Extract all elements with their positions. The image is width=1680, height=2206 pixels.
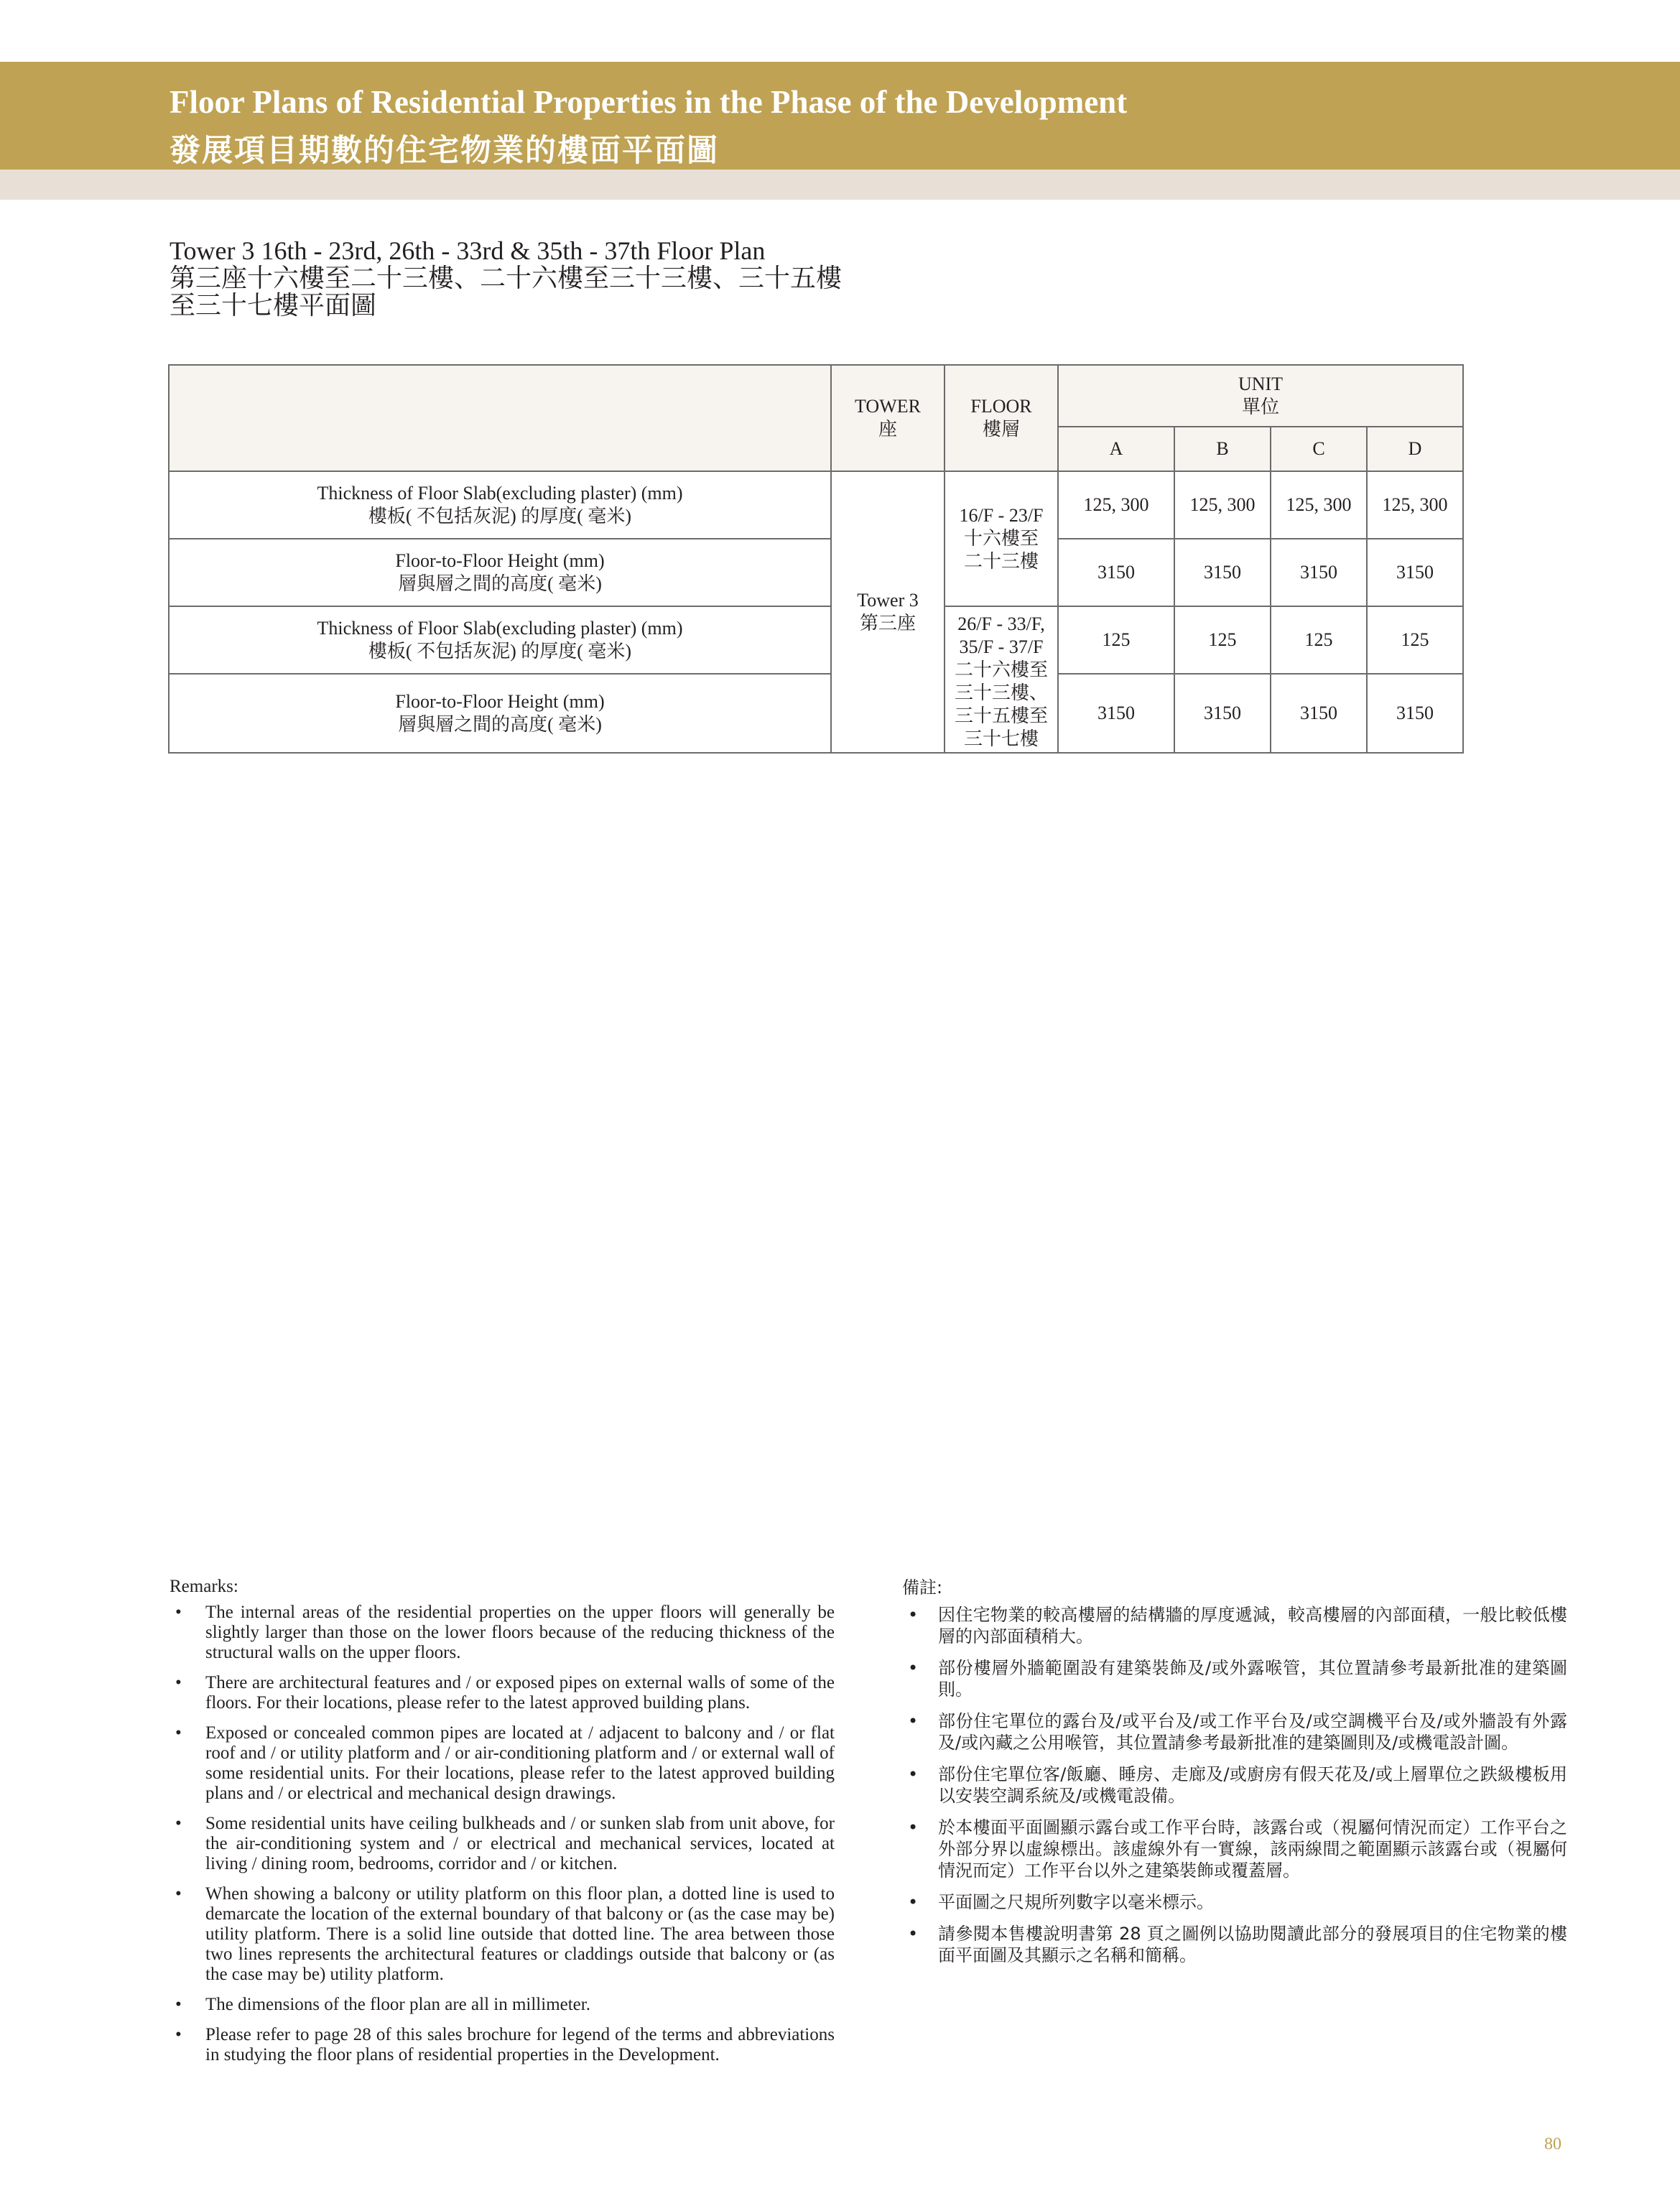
bullet-icon: • xyxy=(175,1673,182,1692)
bullet-icon: • xyxy=(908,1924,919,1944)
list-item xyxy=(902,1817,1567,1881)
bullet-icon: • xyxy=(908,1658,919,1678)
bullet-icon: • xyxy=(908,1605,919,1625)
header-banner-strip xyxy=(0,170,1680,200)
table-row xyxy=(169,606,1463,674)
tower-header-en: TOWER xyxy=(855,396,921,417)
table-cell-a: 125, 300 xyxy=(1058,471,1174,539)
list-item xyxy=(902,1891,1567,1913)
remark-text: 部份樓層外牆範圍設有建築裝飾及/或外露喉管，其位置請參考最新批准的建築圖則。 xyxy=(938,1658,1567,1700)
tower-value-cell xyxy=(831,471,945,753)
table-cell-d: 125, 300 xyxy=(1367,471,1463,539)
bullet-icon: • xyxy=(908,1817,919,1837)
row-label xyxy=(169,471,831,539)
floor-group-1-line: 16/F - 23/F xyxy=(959,505,1044,526)
table-cell-b: 125 xyxy=(1174,606,1271,674)
table-row xyxy=(169,471,1463,539)
list-item xyxy=(902,1604,1567,1647)
list-item xyxy=(902,1764,1567,1807)
remark-text: Some residential units have ceiling bulkheads and / or sunken slab from unit above, for the air-conditioning system and / or electrical and mechanical services, located at living / dining room, bedrooms, corridor and / or kitchen. xyxy=(205,1814,835,1873)
floor-group-2-line: 二十六樓至 xyxy=(954,659,1048,680)
unit-header-en: UNIT xyxy=(1238,374,1284,394)
table-cell-d: 125 xyxy=(1367,606,1463,674)
unit-header-d: D xyxy=(1367,427,1463,471)
table-cell-a: 125 xyxy=(1058,606,1174,674)
table-cell-c: 125, 300 xyxy=(1271,471,1367,539)
table-row xyxy=(169,674,1463,753)
bullet-icon: • xyxy=(908,1892,919,1912)
table-cell-b: 3150 xyxy=(1174,674,1271,753)
floor-group-2-line: 35/F - 37/F xyxy=(959,636,1044,657)
list-item xyxy=(170,1673,835,1713)
table-cell-c: 125 xyxy=(1271,606,1367,674)
floor-plan-title-zh-line1: 第三座十六樓至二十三樓、二十六樓至三十三樓、三十五樓 xyxy=(170,264,843,292)
list-item xyxy=(170,2025,835,2065)
floor-plan-title-en: Tower 3 16th - 23rd, 26th - 33rd & 35th - 37th Floor Plan xyxy=(170,236,766,265)
floor-group-2-line: 三十五樓至 xyxy=(954,705,1048,726)
unit-header xyxy=(1058,365,1463,427)
table-cell-c: 3150 xyxy=(1271,539,1367,606)
page-title-zh: 發展項目期數的住宅物業的樓面平面圖 xyxy=(170,134,719,168)
bullet-icon: • xyxy=(175,1723,182,1743)
bullet-icon: • xyxy=(175,1995,182,2014)
remark-text: Please refer to page 28 of this sales brochure for legend of the terms and abbreviations in studying the floor plans of residential properties in the Development. xyxy=(205,2025,835,2064)
remarks-heading-zh: 備註: xyxy=(902,1577,943,1598)
remark-text: 於本樓面平面圖顯示露台或工作平台時，該露台或（視屬何情況而定）工作平台之外部分界以虛線標出。該虛線外有一實線，該兩線間之範圍顯示該露台或（視屬何情況而定）工作平台以外之建築裝飾或覆蓋層。 xyxy=(938,1817,1567,1881)
bullet-icon: • xyxy=(175,1814,182,1833)
remarks-en xyxy=(170,1577,835,2075)
remark-text: 請參閱本售樓說明書第 28 頁之圖例以協助閱讀此部分的發展項目的住宅物業的樓面平面圖及其顯示之名稱和簡稱。 xyxy=(938,1924,1567,1965)
list-item xyxy=(170,1814,835,1874)
table-cell-a: 3150 xyxy=(1058,674,1174,753)
remark-text: Exposed or concealed common pipes are located at / adjacent to balcony and / or flat roof and / or utility platform and / or air-conditioning platform and / or external wall of some residential units. For their locations, please refer to the latest approved building plans and / or electrical and mechanical design drawings. xyxy=(205,1723,835,1803)
table-cell-a: 3150 xyxy=(1058,539,1174,606)
list-item xyxy=(902,1710,1567,1753)
remark-text: There are architectural features and / or exposed pipes on external walls of some of the floors. For their locations, please refer to the latest approved building plans. xyxy=(205,1673,835,1713)
floor-plan-title-zh-line2: 至三十七樓平面圖 xyxy=(170,291,377,320)
unit-header-c: C xyxy=(1271,427,1367,471)
remarks-heading-en: Remarks: xyxy=(170,1577,238,1596)
table-cell-b: 3150 xyxy=(1174,539,1271,606)
floor-group-2 xyxy=(945,606,1058,753)
floor-group-1-line: 二十三樓 xyxy=(963,551,1039,572)
unit-header-zh: 單位 xyxy=(1241,397,1279,417)
tower-value-en: Tower 3 xyxy=(857,590,919,611)
row-label-zh: 層與層之間的高度( 毫米) xyxy=(398,714,602,735)
row-label-en: Floor-to-Floor Height (mm) xyxy=(395,691,605,712)
unit-header-a: A xyxy=(1058,427,1174,471)
bullet-icon: • xyxy=(908,1711,919,1731)
page-title-en: Floor Plans of Residential Properties in the Phase of the Development xyxy=(170,84,1128,120)
unit-header-b: B xyxy=(1174,427,1271,471)
floor-group-2-line: 三十三樓、 xyxy=(954,682,1048,703)
list-item xyxy=(170,1995,835,2015)
remarks-zh xyxy=(902,1577,1567,1976)
tower-header-zh: 座 xyxy=(878,419,897,440)
remark-text: 平面圖之尺規所列數字以毫米標示。 xyxy=(938,1892,1214,1912)
remark-text: The internal areas of the residential properties on the upper floors will generally be slightly larger than those on the lower floors because of the reducing thickness of the structural walls on the upper floors. xyxy=(205,1603,835,1662)
remark-text: 部份住宅單位客/飯廳、睡房、走廊及/或廚房有假天花及/或上層單位之跌級樓板用以安裝空調系統及/或機電設備。 xyxy=(938,1764,1567,1806)
table-cell-b: 125, 300 xyxy=(1174,471,1271,539)
table-corner-cell xyxy=(169,365,831,471)
list-item xyxy=(902,1657,1567,1700)
row-label-en: Thickness of Floor Slab(excluding plaster) (mm) xyxy=(317,483,683,504)
row-label-zh: 樓板( 不包括灰泥) 的厚度( 毫米) xyxy=(368,641,632,662)
remark-text: 部份住宅單位的露台及/或平台及/或工作平台及/或空調機平台及/或外牆設有外露及/或內藏之公用喉管，其位置請參考最新批准的建築圖則及/或機電設計圖。 xyxy=(938,1711,1567,1753)
remarks-list-en xyxy=(170,1603,835,2065)
table-row xyxy=(169,539,1463,606)
bullet-icon: • xyxy=(175,1884,182,1904)
row-label xyxy=(169,674,831,753)
row-label-zh: 層與層之間的高度( 毫米) xyxy=(398,573,602,594)
table-cell-d: 3150 xyxy=(1367,539,1463,606)
bullet-icon: • xyxy=(175,2025,182,2044)
table-cell-d: 3150 xyxy=(1367,674,1463,753)
row-label xyxy=(169,606,831,674)
remark-text: The dimensions of the floor plan are all in millimeter. xyxy=(205,1995,590,2014)
row-label-zh: 樓板( 不包括灰泥) 的厚度( 毫米) xyxy=(368,506,632,527)
floor-plan-title xyxy=(170,237,1175,319)
remark-text: When showing a balcony or utility platform on this floor plan, a dotted line is used to demarcate the location of the external boundary of that balcony or (as the case may be) utility platform. There is a solid line outside that dotted line. The area between those two lines represents the architectural features or claddings outside that balcony or (as the case may be) utility platform. xyxy=(205,1884,835,1984)
tower-value-zh: 第三座 xyxy=(859,613,916,634)
floor-group-1 xyxy=(945,471,1058,606)
page-number: 80 xyxy=(1544,2135,1561,2154)
list-item xyxy=(170,1884,835,1985)
floor-header xyxy=(945,365,1058,471)
row-label xyxy=(169,539,831,606)
row-label-en: Thickness of Floor Slab(excluding plaster) (mm) xyxy=(317,618,683,639)
floor-header-zh: 樓層 xyxy=(982,419,1020,440)
floor-group-2-line: 26/F - 33/F, xyxy=(957,613,1045,634)
floor-header-en: FLOOR xyxy=(970,396,1032,417)
bullet-icon: • xyxy=(175,1603,182,1622)
row-label-en: Floor-to-Floor Height (mm) xyxy=(395,550,605,571)
table-cell-c: 3150 xyxy=(1271,674,1367,753)
remark-text: 因住宅物業的較高樓層的結構牆的厚度遞減，較高樓層的內部面積，一般比較低樓層的內部面積稍大。 xyxy=(938,1605,1567,1646)
tower-header xyxy=(831,365,945,471)
bullet-icon: • xyxy=(908,1764,919,1784)
floor-group-1-line: 十六樓至 xyxy=(963,528,1039,549)
list-item xyxy=(170,1723,835,1804)
list-item xyxy=(902,1923,1567,1966)
list-item xyxy=(170,1603,835,1663)
remarks-list-zh xyxy=(902,1604,1567,1966)
floor-spec-table xyxy=(168,364,1464,754)
floor-group-2-line: 三十七樓 xyxy=(963,728,1039,749)
